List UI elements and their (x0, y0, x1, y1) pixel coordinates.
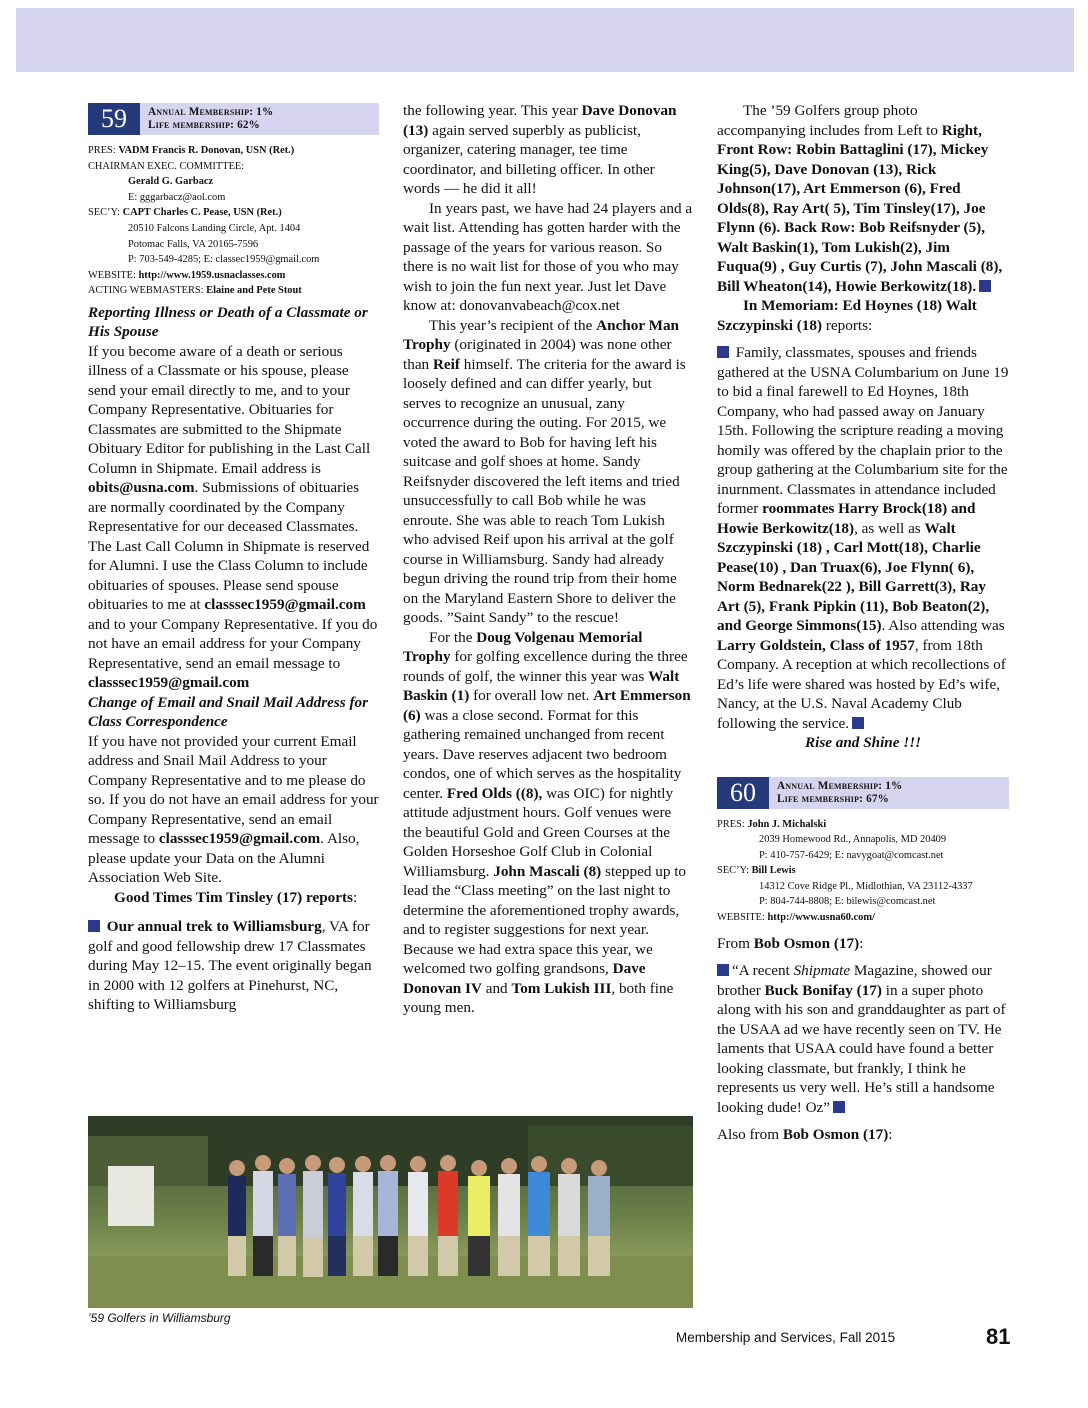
square-end-icon (833, 1101, 845, 1113)
secretary-address: 14312 Cove Ridge Pl., Midlothian, VA 23112-4337 (759, 880, 973, 892)
subhead-change-email: Change of Email and Snail Mail Address for Class Correspondence (88, 693, 369, 731)
square-bullet-icon (88, 920, 100, 932)
subhead-reporting-illness: Reporting Illness or Death of a Classmate or His Spouse (88, 303, 368, 341)
from-osmon-1: From Bob Osmon (17): (717, 934, 864, 952)
chair-label: CHAIRMAN EXEC. COMMITTEE: (88, 160, 245, 172)
secretary-address-1: 20510 Falcons Landing Circle, Apt. 1404 (128, 222, 301, 234)
life-membership: Life membership: 67% (777, 792, 890, 805)
webmasters: Elaine and Pete Stout (206, 285, 302, 297)
from-osmon-2: Also from Bob Osmon (17): (717, 1126, 893, 1144)
class-59-officers: PRES: VADM Francis R. Donovan, USN (Ret.) CHAIRMAN EXEC. COMMITTEE: Gerald G. Garbacz E: gggarbacz@aol.com SEC’Y: CAPT Charles C. Pease, USN (Ret.) 20510 Falcons Landing Circle, Apt. 1404 Potomac Falls, VA 20165-7596 P: 703-549-4285; E: classec1959@gmail.com WEBSITE: http://www.1959.usnaclasses.com ACTING WEBMASTERS: Elaine and Pete Stout (88, 143, 379, 299)
obits-email: obits@usna.com (88, 479, 195, 497)
president-name: VADM Francis R. Donovan, USN (Ret.) (118, 145, 295, 156)
page-number: 81 (986, 1324, 1011, 1349)
president-address: 2039 Homewood Rd., Annapolis, MD 20409 (759, 834, 947, 846)
secretary-contact: P: 703-549-4285; E: classec1959@gmail.com (128, 254, 320, 266)
paragraph-change-email: If you have not provided your current Email address and Snail Mail Address to your Company Representative and to me please do so. If you do not have an email address for your Company Representative, send an email message to classsec1959@gmail.com. Also, please update your Data on the Alumni Association Web Site. (88, 732, 379, 887)
secretary-address-2: Potomac Falls, VA 20165-7596 (128, 238, 259, 250)
square-bullet-icon (717, 346, 729, 358)
golfers-group-photo (88, 1116, 693, 1308)
classsec-email-1: classsec1959@gmail.com (204, 596, 366, 614)
square-end-icon (852, 717, 864, 729)
website-link[interactable]: http://www.usna60.com/ (767, 912, 875, 924)
paragraph-anchor-man: This year’s recipient of the Anchor Man Trophy (originated in 2004) was none other than Reif himself. The criteria for the award is loosely defined and can differ yearly, but serves to recognize an unusual, zany occurrence during the outing. For 2015, we voted the award to Bob for having left his suitcase and golf shoes at home. Sandy Reifsnyder discovered the left items and tried unsuccessfully to call Bob while he was enroute. She was able to reach Tom Lukish who advised Reif upon his arrival at the golf course in Williamsburg. Sandy had already begun driving the round trip from their home on the Maryland Eastern Shore to deliver the goods. ”Saint Sandy” to the rescue! (403, 316, 686, 626)
header-band (16, 8, 1074, 72)
class-number: 59 (88, 103, 140, 135)
paragraph-memoriam: Family, classmates, spouses and friends gathered at the USNA Columbarium on June 19 to bid a final farewell to Ed Hoynes, 18th Company, who had passed away on January 15th. Following the scripture reading a moving homily was offered by the chaplain prior to the group gathering at the Columbarium site for the inurnment. Classmates in attendance included former roommates Harry Brock(18) and Howie Berkowitz(18), as well as Walt Szczypinski (18) , Carl Mott(18), Charlie Pease(10) , Dan Truax(6), Joe Flynn( 6), Norm Bednarek(22 ), Bill Garrett(3), Ray Art (5), Frank Pipkin (11), Bob Beaton(2), and George Simmons(15). Also attending was Larry Goldstein, Class of 1957, from 18th Company. A reception at which recollections of Ed’s life were shared was hosted by Ed’s wife, Nancy, at the U.S. Naval Academy Club following the service. (717, 344, 1009, 732)
annual-membership: Annual Membership: 1% (148, 106, 274, 118)
class-59-header (88, 103, 379, 135)
secretary-name: CAPT Charles C. Pease, USN (Ret.) (122, 207, 282, 219)
class-60-officers: PRES: John J. Michalski 2039 Homewood Rd., Annapolis, MD 20409 P: 410-757-6429; E: navygoat@comcast.net SEC’Y: Bill Lewis 14312 Cove Ridge Pl., Midlothian, VA 23112-4337 P: 804-744-8808; E: bilewis@comcast.net WEBSITE: http://www.usna60.com/ (717, 817, 1009, 926)
secretary-name: Bill Lewis (751, 865, 796, 877)
memoriam-heading: In Memoriam: Ed Hoynes (18) Walt Szczypinski (18) reports: (717, 297, 977, 334)
square-bullet-icon (717, 964, 729, 976)
rise-and-shine: Rise and Shine !!! (804, 734, 922, 751)
paragraph-bonifay: “A recent Shipmate Magazine, showed our brother Buck Bonifay (17) in a super photo along with his son and granddaughter as part of the USAA ad we have recently seen on TV. He laments that USAA could have found a better looking classmate, but frankly, I think he represents us very well. He’s still a handsome looking dude! Oz” (717, 962, 1006, 1116)
column-2 (403, 101, 693, 1018)
president-contact: P: 410-757-6429; E: navygoat@comcast.net (759, 849, 944, 861)
paragraph-donovan: the following year. This year Dave Donovan (13) again served superbly as publicist, organizer, catering manager, tee time coordinator, and billeting officer. In other words — he did it all! (403, 102, 677, 197)
report-intro: Good Times Tim Tinsley (17) reports: (114, 888, 358, 906)
class-60-header (717, 777, 1009, 809)
chair-email: E: gggarbacz@aol.com (128, 191, 226, 203)
paragraph-wait-list: In years past, we have had 24 players and a wait list. Attending has gotten harder with the passage of the years for various reason. So there is no wait list for those of you who may wish to join the fun next year. Just let Dave know at: donovanvabeach@cox.net (403, 199, 693, 314)
life-membership: Life membership: 62% (148, 119, 261, 131)
photo-caption: ’59 Golfers in Williamsburg (88, 1311, 231, 1325)
paragraph-trek: Our annual trek to Williamsburg, VA for golf and good fellowship drew 17 Classmates during May 12–15. The event originally began in 2000 with 12 golfers at Pinehurst, NC, shifting to Williamsburg (88, 918, 372, 1014)
annual-membership: Annual Membership: 1% (777, 779, 903, 792)
president-name: John J. Michalski (747, 818, 827, 830)
paragraph-group-photo: The ’59 Golfers group photo accompanying includes from Left to Right, Front Row: Robin Battaglini (17), Mickey King(5), Dave Donovan (13), Rick Johnson(17), Art Emmerson (6), Fred Olds(8), Ray Art( 5), Tim Tinsley(17), Joe Flynn (6). Back Row: Bob Reifsnyder (5), Walt Baskin(1), Tom Lukish(2), Jim Fuqua(9) , Guy Curtis (7), John Mascali (8), Bill Wheaton(14), Howie Berkowitz(18). (717, 102, 1003, 295)
column-3 (717, 101, 1009, 1145)
classsec-email-2: classsec1959@gmail.com (88, 674, 250, 692)
golfers-photo-illustration (88, 1116, 693, 1308)
square-end-icon (979, 280, 991, 292)
paragraph-reporting: If you become aware of a death or serious illness of a Classmate or his spouse, please send your email directly to me, and to your Company Representative. Obituaries for Classmates are submitted to the Shipmate Obituary Editor for publishing in the Last Call Column in Shipmate. Email address is obits@usna.com. Submissions of obituaries are normally coordinated by the Company Representative for our deceased Classmates. The Last Call Column in Shipmate is reserved for Alumni. I use the Class Column to include obituaries of spouses. Please send spouse obituaries to me at classsec1959@gmail.com and to your Company Representative. If you do not have an email address for your Company Representative, send an email message to classsec1959@gmail.com (88, 342, 378, 692)
class-number: 60 (717, 777, 769, 809)
secretary-contact: P: 804-744-8808; E: bilewis@comcast.net (759, 896, 936, 908)
classsec-email-3: classsec1959@gmail.com (158, 830, 321, 848)
chair-name: Gerald G. Garbacz (128, 176, 214, 188)
website-link[interactable]: http://www.1959.usnaclasses.com (138, 269, 286, 281)
footer-text: Membership and Services, Fall 2015 (676, 1330, 896, 1345)
paragraph-volgenau: For the Doug Volgenau Memorial Trophy for golfing excellence during the three rounds of golf, the winner this year was Walt Baskin (1) for overall low net. Art Emmerson (6) was a close second. Format for this gathering remained unchanged from recent years. Dave reserves adjacent two bedroom condos, one of which serves as the hospitality center. Fred Olds ((8), was OIC) for nightly attitude adjustment hours. Golf venues were the beautiful Gold and Green Courses at the Golden Horseshoe Golf Club in Colonial Williamsburg. John Mascali (8) stepped up to lead the “Class meeting” on the last night to determine the aforementioned trophy awards, and to register suggestions for next year. Because we had extra space this year, we welcomed two golfing grandsons, Dave Donovan IV and Tom Lukish III, both fine young men. (403, 628, 691, 1016)
column-1 (88, 103, 379, 1015)
